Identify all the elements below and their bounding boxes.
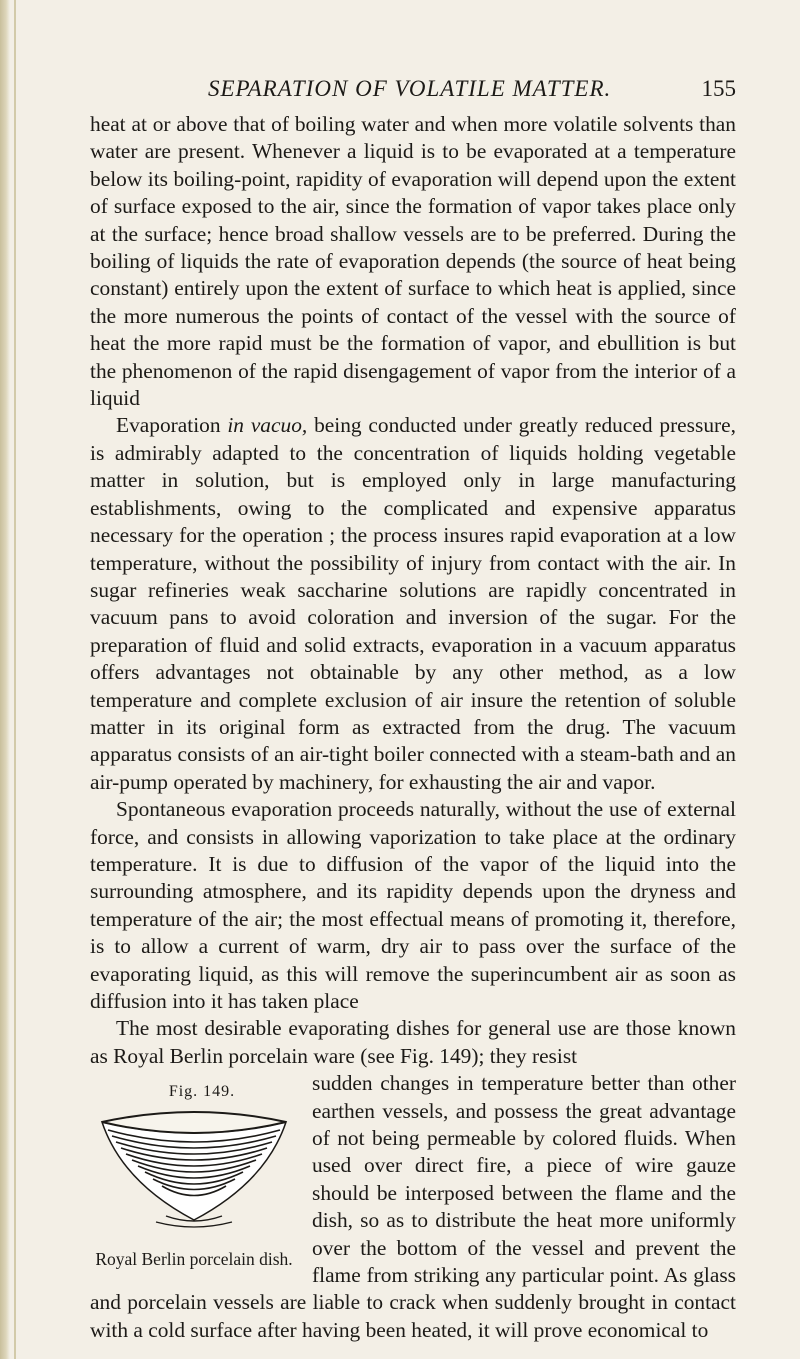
- page-header: [90, 76, 736, 106]
- text-segment: being conducted under greatly reduced pressure, is admirably adapted to the concentration of liquids holding vegetable matter in solution, but is employed only in large manufacturing establishments, owing to the complicated and expensive apparatus necessary for the operation ; the process insures rapid evaporation at a low temperature, without the possibility of injury from contact with the air. In sugar refineries weak saccharine solutions are rapidly concentrated in vacuum pans to avoid coloration and inversion of the sugar. For the preparation of fluid and solid extracts, evaporation in a vacuum apparatus offers advantages not obtainable by any other method, as a low temperature and complete exclusion of air insure the retention of soluble matter in its original form as extracted from the drug. The vacuum apparatus consists of an air-tight boiler connected with a steam-bath and an air-pump operated by machinery, for exhausting the air and vapor.: [90, 413, 736, 794]
- page-number: 155: [701, 76, 736, 101]
- running-head: SEPARATION OF VOLATILE MATTER.: [208, 76, 612, 101]
- paragraph: [90, 111, 736, 412]
- text-segment: heat at or above that of boiling water and when more volatile solvents than water are present. Whenever a liquid is to be evaporated at a temperature below its boiling-point, rapidity of evaporation will depend upon the extent of surface exposed to the air, since the formation of vapor takes place only at the surface; hence broad shallow vessels are to be preferred. During the boiling of liquids the rate of evaporation depends (the source of heat being constant) entirely upon the extent of surface to which heat is applied, since the more numerous the points of contact of the vessel with the source of heat the more rapid must be the formation of vapor, and ebullition is but the phenomenon of the rapid disengagement of vapor from the interior of a liquid: [90, 112, 736, 411]
- gutter-line: [14, 0, 16, 1359]
- text-segment: The most desirable evaporating dishes for general use are those known as Royal Berlin porcelain ware (see Fig. 149); they resist: [90, 1016, 736, 1068]
- figure-149: [88, 1074, 300, 1274]
- figure-caption: Royal Berlin porcelain dish.: [95, 1249, 293, 1270]
- italic-text: in vacuo,: [227, 413, 308, 438]
- text-segment: Evaporation: [116, 413, 228, 438]
- figure-label: Fig. 149.: [168, 1083, 236, 1101]
- paragraph: [90, 412, 736, 796]
- text-segment: sudden changes in temperature better than other earthen vessels, and possess the great advantage of not being permeable by colored fluids. When used over direct fire, a piece of wire gauze should be interposed between the flame and the dish, so as to distribute the heat more uniformly over the bottom of the vessel and prevent the flame from striking any particular point. As glass and porcelain vessels are liable to crack when suddenly brought in contact with a cold surface after having been heated, it will prove economical to: [90, 1071, 736, 1342]
- paragraph: [90, 796, 736, 1015]
- paragraph: [90, 1015, 736, 1070]
- book-spine-edge: [0, 0, 10, 1359]
- body-text: [90, 111, 736, 1344]
- porcelain-dish-icon: [96, 1100, 292, 1240]
- text-segment: Spontaneous evaporation proceeds naturally, without the use of external force, and consists in allowing vaporization to take place at the ordinary temperature. It is due to diffusion of the vapor of the liquid into the surrounding atmosphere, and its rapidity depends upon the dryness and temperature of the air; the most effectual means of promoting it, therefore, is to allow a current of warm, dry air to pass over the surface of the evaporating liquid, as this will remove the superincumbent air as soon as diffusion into it has taken place: [90, 797, 736, 1013]
